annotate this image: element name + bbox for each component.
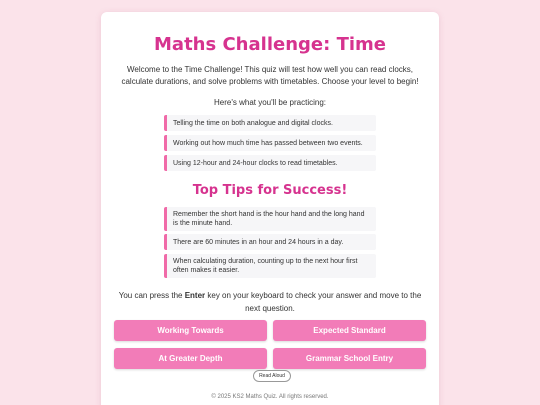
tip-item [164, 254, 376, 278]
practice-item-text: Working out how much time has passed between two events. [173, 139, 363, 147]
enter-key-note [118, 289, 422, 315]
tip-item-text: When calculating duration, counting up to the next hour first often makes it easier. [173, 258, 358, 274]
tip-item-text: Remember the short hand is the hour hand and the long hand is the minute hand. [173, 211, 365, 227]
level-button-greater-depth[interactable]: At Greater Depth [114, 348, 267, 369]
practice-heading: Here's what you'll be practicing: [214, 98, 326, 107]
level-button-expected-standard[interactable]: Expected Standard [273, 320, 426, 341]
level-button-working-towards[interactable]: Working Towards [114, 320, 267, 341]
practice-item [164, 155, 376, 171]
intro-text: Welcome to the Time Challenge! This quiz will test how well you can read clocks, calculate durations, and solve problems with timetables. Choose your level to begin! [121, 65, 419, 86]
footer-text: © 2025 KS2 Maths Quiz. All rights reserved. [211, 394, 329, 400]
enter-note-before: You can press the [118, 291, 185, 300]
level-button-grammar-school[interactable]: Grammar School Entry [273, 348, 426, 369]
tip-item [164, 207, 376, 231]
tip-item-text: There are 60 minutes in an hour and 24 hours in a day. [173, 238, 344, 246]
page-title: Maths Challenge: Time [154, 34, 386, 55]
practice-item [164, 115, 376, 131]
practice-item-text: Telling the time on both analogue and digital clocks. [173, 119, 333, 127]
practice-item [164, 135, 376, 151]
tip-item [164, 234, 376, 250]
read-aloud-button[interactable]: Read Aloud [253, 370, 291, 382]
enter-note-after: key on your keyboard to check your answer and move to the next question. [205, 291, 422, 313]
tips-heading: Top Tips for Success! [192, 183, 348, 198]
practice-item-text: Using 12-hour and 24-hour clocks to read timetables. [173, 159, 338, 167]
enter-key-label: Enter [184, 291, 206, 300]
